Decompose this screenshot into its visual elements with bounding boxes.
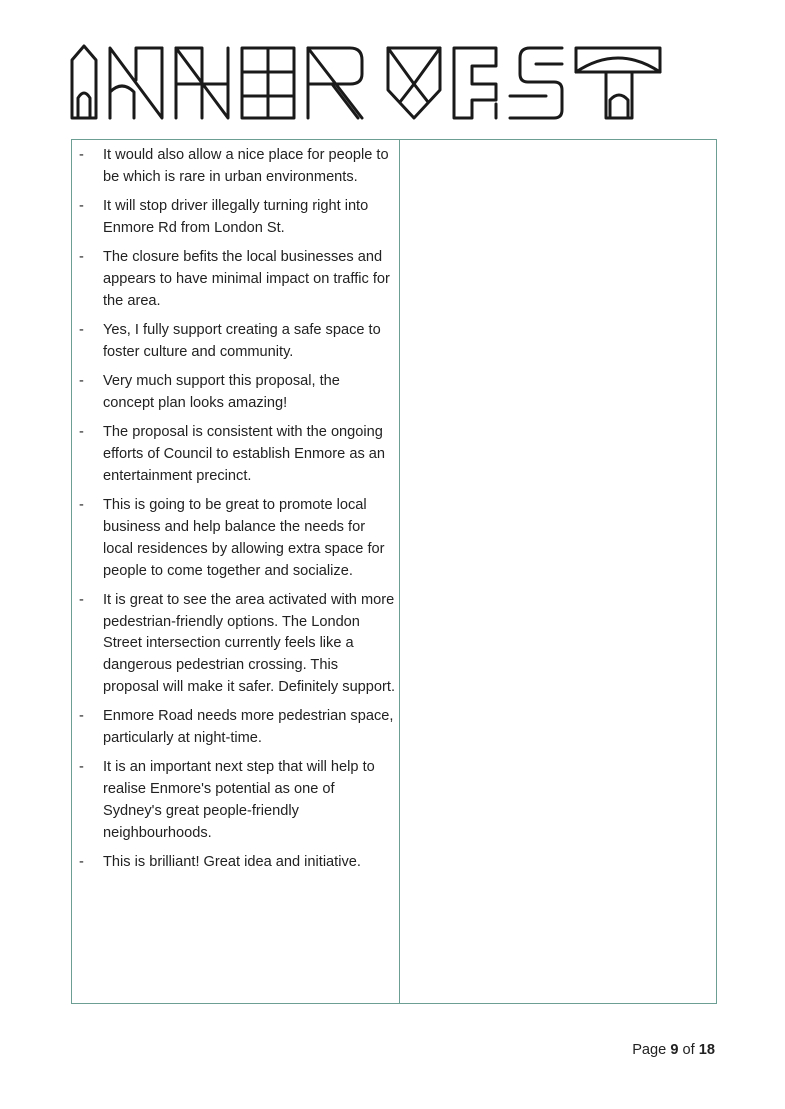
comment-item (72, 590, 399, 699)
comment-item (72, 706, 399, 750)
bullet-dash: - (79, 497, 84, 514)
comment-text: It would also allow a nice place for people to be which is rare in urban environments. (103, 147, 389, 185)
comment-text: This is brilliant! Great idea and initiative. (103, 854, 361, 871)
bullet-dash: - (79, 591, 84, 608)
current-page: 9 (670, 1042, 679, 1058)
bullet-dash: - (79, 759, 84, 776)
bullet-dash: - (79, 424, 84, 441)
bullet-dash: - (79, 147, 84, 163)
comment-item (72, 320, 399, 364)
bullet-dash: - (79, 373, 84, 390)
comment-text: The closure befits the local businesses and appears to have minimal impact on traffic for the area. (103, 249, 390, 309)
bullet-dash: - (79, 322, 84, 339)
comment-item (72, 247, 399, 312)
page-label: Page (632, 1042, 667, 1058)
comments-cell (72, 140, 399, 1003)
comment-item (72, 495, 399, 582)
comment-item (72, 422, 399, 487)
total-pages: 18 (698, 1042, 715, 1058)
comment-text: The proposal is consistent with the ongoing efforts of Council to establish Enmore as an entertainment precinct. (103, 424, 386, 484)
comment-text: Yes, I fully support creating a safe space to foster culture and community. (103, 322, 381, 360)
comment-item (72, 371, 399, 415)
comments-table (71, 139, 717, 1004)
comment-text: Enmore Road needs more pedestrian space, particularly at night-time. (103, 708, 394, 747)
bullet-dash: - (79, 708, 84, 725)
comment-text: Very much support this proposal, the concept plan looks amazing! (103, 373, 340, 411)
page-number (632, 1042, 715, 1058)
comments-list (72, 140, 399, 874)
comment-item (72, 196, 399, 240)
comment-text: It is an important next step that will help to realise Enmore's potential as one of Sydney's great people-friendly neighbourhoods. (103, 759, 375, 841)
bullet-dash: - (79, 249, 84, 266)
comment-text: It is great to see the area activated with more pedestrian-friendly options. The London Street intersection currently feels like a dangerous pedestrian crossing. This proposal will make it safer. Definitely support. (103, 591, 396, 696)
bullet-dash: - (79, 854, 84, 871)
bullet-dash: - (79, 198, 84, 215)
inner-west-logo (70, 44, 670, 120)
comment-item (72, 757, 399, 844)
of-label: of (682, 1042, 695, 1058)
comment-text: It will stop driver illegally turning right into Enmore Rd from London St. (103, 198, 369, 236)
comment-item (72, 852, 399, 874)
empty-response-cell (400, 140, 716, 1003)
comment-text: This is going to be great to promote local business and help balance the needs for local residences by allowing extra space for people to come together and socialize. (103, 497, 385, 579)
comment-item (72, 145, 399, 189)
inner-west-logo-mark (70, 44, 670, 120)
